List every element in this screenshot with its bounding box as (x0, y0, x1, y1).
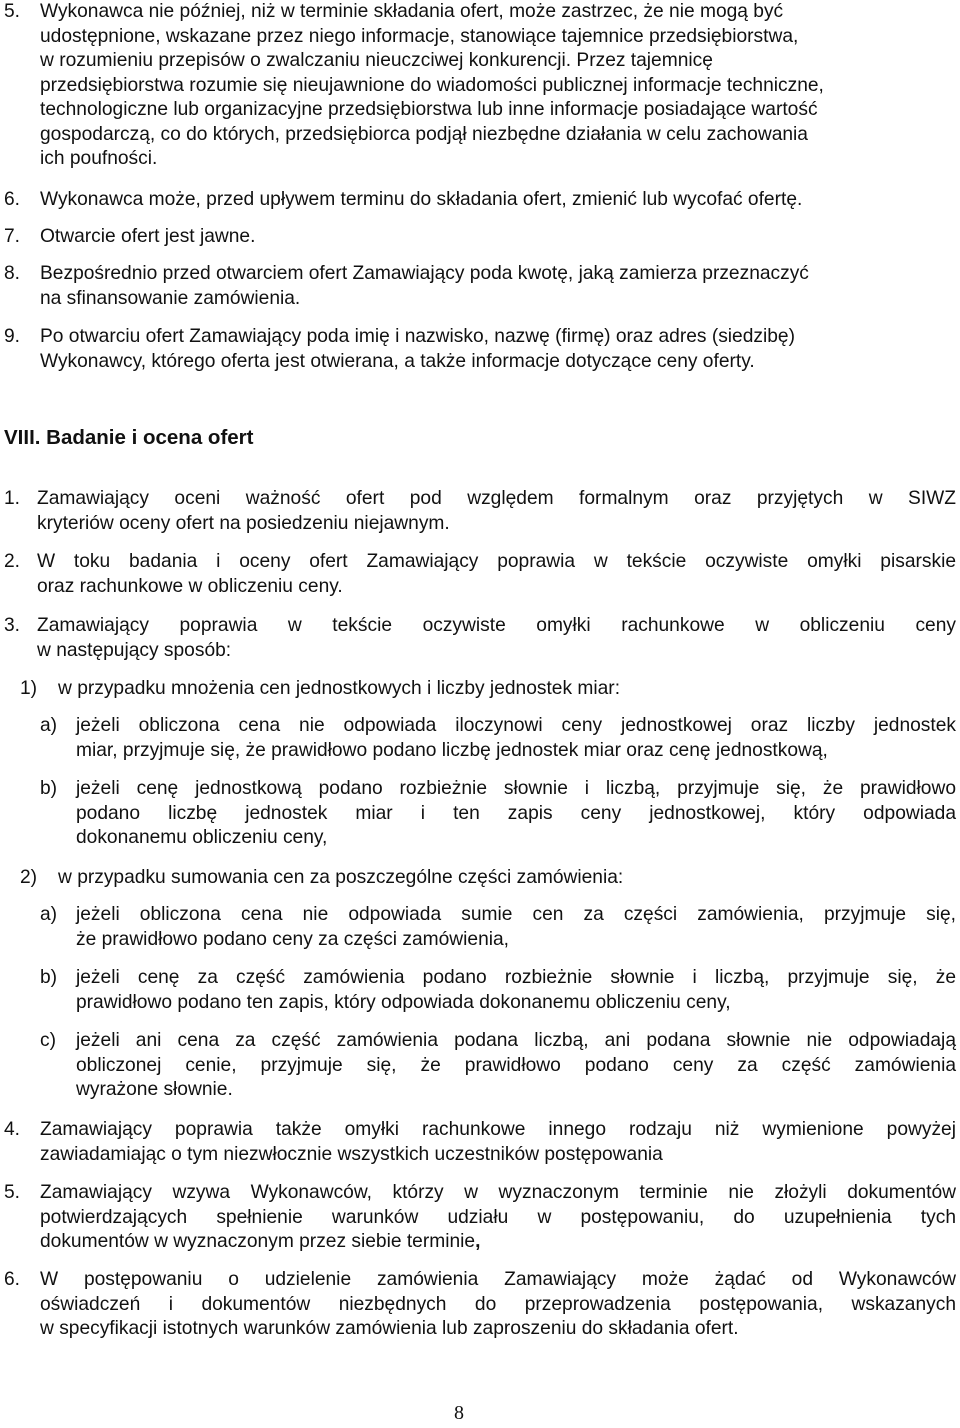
paragraph-number: 7. (4, 226, 21, 247)
text-line: Bezpośrednio przed otwarciem ofert Zamawiający poda kwotę, jaką zamierza przeznaczyć (40, 263, 809, 284)
paragraph-number: 5. (4, 1, 21, 22)
item-letter: a) (40, 904, 58, 925)
text-line: Po otwarciu ofert Zamawiający poda imię i nazwisko, nazwę (firmę) oraz adres (siedzibę) (40, 326, 795, 347)
text-line: wyrażone słownie. (76, 1079, 233, 1100)
item-letter: b) (40, 967, 58, 988)
paragraph-number: 8. (4, 263, 21, 284)
item-letter: a) (40, 715, 58, 736)
text-line: oraz rachunkowe w obliczeniu ceny. (37, 575, 343, 597)
text-line: na sfinansowanie zamówienia. (40, 287, 301, 309)
text-line: jeżeli cenę jednostkową podano rozbieżnie słownie i liczbą, przyjmuje się, że prawidłowo (76, 778, 956, 799)
text-segment: dokumentów w wyznaczonym przez siebie terminie (40, 1231, 476, 1252)
text-line: Zamawiający poprawia także omyłki rachunkowe innego rodzaju niż wymienione powyżej (40, 1119, 956, 1140)
text-line: miar, przyjmuje się, że prawidłowo podano liczbę jednostek miar oraz cenę jednostkową, (76, 739, 828, 761)
text-line: udostępnione, wskazane przez niego informacje, stanowiące tajemnice przedsiębiorstwa, (40, 25, 799, 47)
text-line: Otwarcie ofert jest jawne. (40, 226, 256, 247)
item-number: 3. (4, 615, 21, 636)
text-line: Zamawiający poprawia w tekście oczywiste omyłki rachunkowe w obliczeniu ceny (37, 615, 956, 636)
text-line: technologiczne lub organizacyjne przedsiębiorstwa lub inne informacje posiadające wartość (40, 99, 818, 120)
text-line: gospodarczą, co do których, przedsiębiorca podjął niezbędne działania w celu zachowania (40, 123, 808, 145)
text-line: ich poufności. (40, 148, 158, 169)
text-line: Zamawiający wzywa Wykonawców, którzy w wyznaczonym terminie nie złożyli dokumentów (40, 1182, 956, 1203)
text-line: w przypadku sumowania cen za poszczególne części zamówienia: (58, 867, 624, 888)
text-line: Wykonawcy, którego oferta jest otwierana, a także informacje dotyczące ceny oferty. (40, 350, 755, 372)
text-line: jeżeli obliczona cena nie odpowiada sumie cen za części zamówienia, przyjmuje się, (76, 904, 956, 925)
item-number: 4. (4, 1119, 21, 1140)
text-line: W toku badania i oceny ofert Zamawiający poprawia w tekście oczywiste omyłki pisarskie (37, 551, 956, 572)
page-number: 8 (454, 1402, 464, 1424)
trailing-comma: , (475, 1231, 481, 1252)
text-line: w następujący sposób: (37, 639, 232, 661)
text-line: w rozumieniu przepisów o zwalczaniu nieuczciwej konkurencji. Przez tajemnicę (40, 50, 713, 71)
text-line: że prawidłowo podano ceny za części zamówienia, (76, 928, 510, 950)
text-line: zawiadamiając o tym niezwłocznie wszystkich uczestników postępowania (40, 1143, 663, 1165)
item-number: 6. (4, 1269, 21, 1290)
text-line: w specyfikacji istotnych warunków zamówienia lub zaproszeniu do składania ofert. (40, 1318, 739, 1339)
section-heading: VIII. Badanie i ocena ofert (4, 426, 254, 449)
text-line: w przypadku mnożenia cen jednostkowych i liczby jednostek miar: (58, 678, 621, 699)
item-number: 5. (4, 1182, 21, 1203)
item-number: 2. (4, 551, 21, 572)
text-line: potwierdzających spełnienie warunków udziału w postępowaniu, do uzupełnienia tych (40, 1206, 956, 1228)
text-line: Wykonawca może, przed upływem terminu do składania ofert, zmienić lub wycofać ofertę. (40, 189, 803, 210)
text-line: jeżeli cenę za część zamówienia podano rozbieżnie słownie i liczbą, przyjmuje się, że (76, 967, 956, 988)
text-line: podano liczbę jednostek miar i ten zapis ceny jednostkowej, który odpowiada (76, 802, 956, 824)
text-line: dokonanemu obliczeniu ceny, (76, 827, 328, 848)
text-line: W postępowaniu o udzielenie zamówienia Zamawiający może żądać od Wykonawców (40, 1269, 956, 1290)
item-number: 1. (4, 488, 21, 509)
paragraph-number: 6. (4, 189, 21, 210)
item-number: 1) (20, 678, 38, 699)
text-line: jeżeli obliczona cena nie odpowiada iloczynowi ceny jednostkowej oraz liczby jednostek (76, 715, 956, 736)
paragraph-number: 9. (4, 326, 21, 347)
text-line (40, 1230, 956, 1255)
item-number: 2) (20, 867, 38, 888)
text-line: prawidłowo podano ten zapis, który odpowiada dokonanemu obliczeniu ceny, (76, 991, 731, 1013)
text-line: kryteriów oceny ofert na posiedzeniu niejawnym. (37, 512, 450, 534)
text-line: obliczonej cenie, przyjmuje się, że prawidłowo podano ceny za część zamówienia (76, 1054, 956, 1076)
text-line: oświadczeń i dokumentów niezbędnych do przeprowadzenia postępowania, wskazanych (40, 1293, 956, 1315)
item-letter: b) (40, 778, 58, 799)
item-letter: c) (40, 1030, 56, 1051)
text-line: Wykonawca nie później, niż w terminie składania ofert, może zastrzec, że nie mogą być (40, 1, 784, 22)
text-line: Zamawiający oceni ważność ofert pod względem formalnym oraz przyjętych w SIWZ (37, 488, 956, 509)
text-line: przedsiębiorstwa rozumie się nieujawnione do wiadomości publicznej informacje techniczne, (40, 74, 824, 96)
text-line: jeżeli ani cena za część zamówienia podana liczbą, ani podana słownie nie odpowiadają (76, 1030, 956, 1051)
